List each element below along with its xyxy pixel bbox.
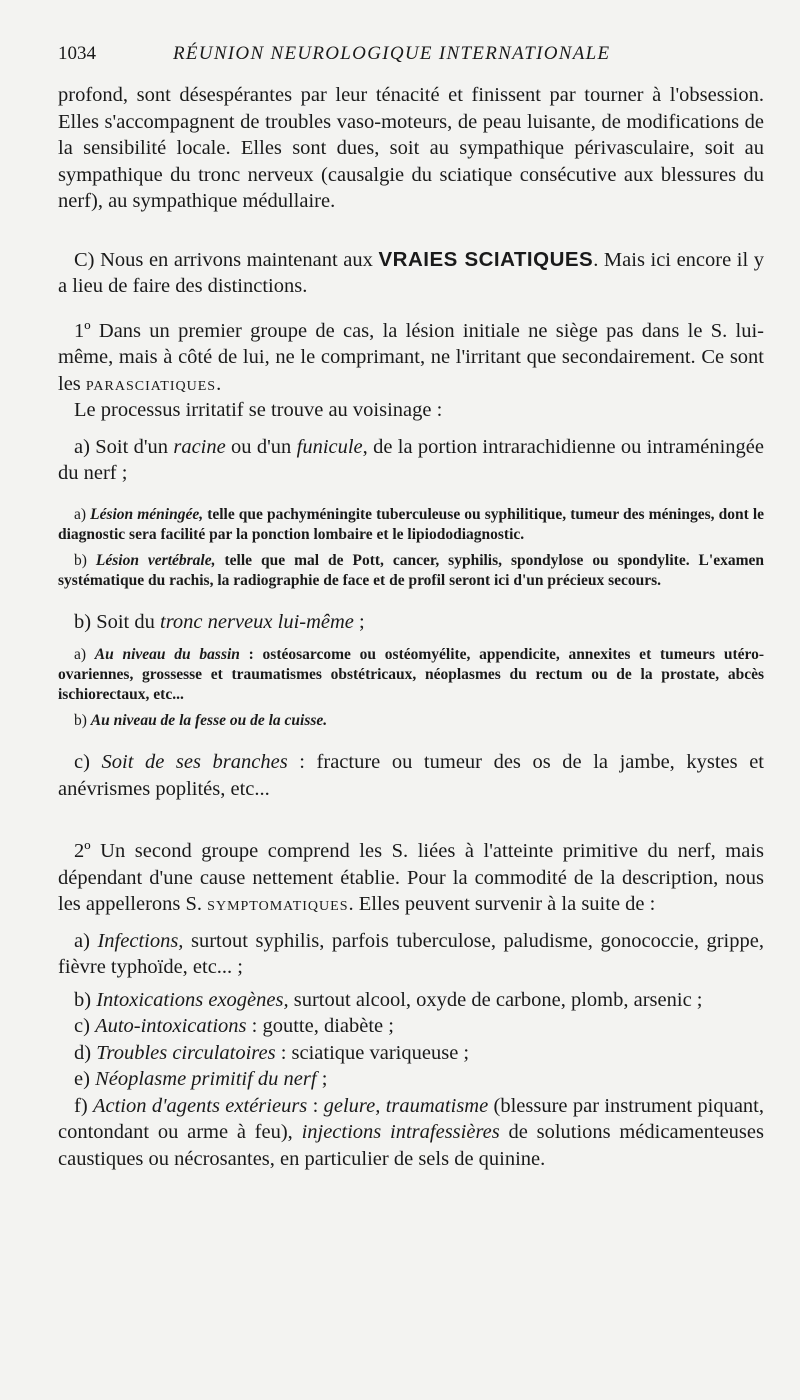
list-item-intoxications: b) Intoxications exogènes, surtout alcool, oxyde de carbone, plomb, arsenic ;	[74, 988, 703, 1011]
paragraph-first-group: 1º Dans un premier groupe de cas, la lésion initiale ne siège pas dans le S. lui-même, mais à côté de lui, ne le comprimant, ne l'irritant que secondairement. Ce sont les parasciatiques.	[58, 319, 764, 395]
body-text	[58, 82, 764, 1172]
section-heading-vraies-sciatiques: VRAIES SCIATIQUES	[378, 247, 594, 271]
paragraph-second-group: 2º Un second groupe comprend les S. liées à l'atteinte primitive du nerf, mais dépendant d'une cause nettement établie. Pour la commodité de la description, nous les appellerons S. symptomatiques. Elles peuvent survenir à la suite de :	[58, 840, 764, 915]
list-item-infections: a) Infections, surtout syphilis, parfois tuberculose, paludisme, gonococcie, grippe, fièvre typhoïde, etc... ;	[58, 929, 764, 978]
paragraph-branches: c) Soit de ses branches : fracture ou tumeur des os de la jambe, kystes et anévrismes poplités, etc...	[58, 751, 764, 800]
note-niveau-fesse: b) Au niveau de la fesse ou de la cuisse.	[74, 712, 328, 729]
list-item-agents-exterieurs: f) Action d'agents extérieurs : gelure, traumatisme (blessure par instrument piquant, contondant ou arme à feu), injections intrafessières de solutions médicamenteuses caustiques ou nécrosantes, en particulier de sels de quinine.	[58, 1094, 764, 1170]
list-item-auto-intoxications: c) Auto-intoxications : goutte, diabète ;	[74, 1015, 394, 1037]
paragraph-voisinage: Le processus irritatif se trouve au voisinage :	[74, 399, 443, 421]
note-lesion-vertebrale: b) Lésion vertébrale, telle que mal de Pott, cancer, syphilis, spondylose ou spondylite. L'examen systématique du rachis, la radiographie de face et de profil seront ici d'un précieux secours.	[58, 551, 764, 589]
paragraph-racine: a) Soit d'un racine ou d'un funicule, de la portion intrarachidienne ou intraméningée du nerf ;	[58, 435, 764, 484]
term-symptomatiques: symptomatiques	[207, 893, 349, 915]
term-parasciatiques: parasciatiques	[85, 372, 217, 395]
paragraph-causalgia: profond, sont désespérantes par leur ténacité et finissent par tourner à l'obsession. Elles s'accompagnent de troubles vaso-moteurs, de peau luisante, de modifications de la sensibilité locale. Elles sont dues, soit au sympathique périvasculaire, soit au sympathique du tronc nerveux (causalgie du sciatique consécutive aux blessures du nerf), au sympathique médullaire.	[58, 84, 764, 212]
note-niveau-bassin: a) Au niveau du bassin : ostéosarcome ou ostéomyélite, appendicite, annexites et tumeurs utéro-ovariennes, grossesse et traumatismes obstétricaux, néoplasmes du rectum ou de la prostate, abcès ischiorectaux, etc...	[58, 646, 764, 703]
note-lesion-meningee: a) Lésion méningée, telle que pachyméningite tuberculeuse ou syphilitique, tumeur des méninges, dont le diagnostic sera facilité par la ponction lombaire et le lipiododiagnostic.	[58, 505, 765, 543]
running-header	[58, 43, 758, 71]
running-title: RÉUNION NEUROLOGIQUE INTERNATIONALE	[173, 43, 611, 64]
page-number: 1034	[58, 43, 96, 64]
list-item-neoplasme: e) Néoplasme primitif du nerf ;	[74, 1068, 328, 1090]
paragraph-vraies-sciatiques: C) Nous en arrivons maintenant aux VRAIES SCIATIQUES. Mais ici encore il y a lieu de faire des distinctions.	[58, 247, 764, 297]
list-item-troubles-circulatoires: d) Troubles circulatoires : sciatique variqueuse ;	[74, 1041, 470, 1064]
paragraph-tronc-nerveux: b) Soit du tronc nerveux lui-même ;	[74, 610, 365, 633]
